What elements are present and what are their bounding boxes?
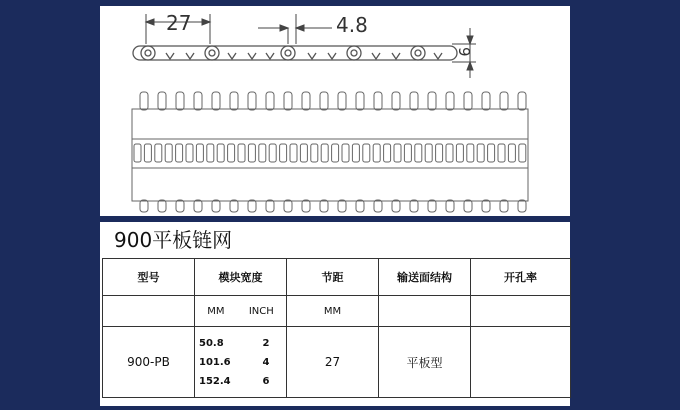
profile-tooth [434,53,442,59]
width-inch: 2 [262,337,270,349]
center-link [280,144,287,162]
center-link [436,144,443,162]
center-link [269,144,276,162]
bottom-finger [356,200,364,212]
top-finger [230,92,238,110]
profile-tooth [248,53,256,59]
top-finger [392,92,400,110]
center-link [217,144,224,162]
width-row [199,357,281,368]
top-finger [500,92,508,110]
profile-tooth [186,53,194,59]
bottom-finger [176,200,184,212]
hinge-inner [415,50,421,56]
center-link [519,144,526,162]
center-link [300,144,307,162]
center-link [228,144,235,162]
center-link [363,144,370,162]
pitch-label: 27 [166,11,192,35]
center-link [373,144,380,162]
bottom-finger [374,200,382,212]
bottom-finger [482,200,490,212]
bottom-finger [446,200,454,212]
gap-dimension [258,14,332,44]
top-finger [176,92,184,110]
center-link [332,144,339,162]
center-link [394,144,401,162]
pitch-value: 27 [287,327,379,398]
profile-tooth [372,53,380,59]
center-link [342,144,349,162]
center-link [196,144,203,162]
chain-top-view [132,92,528,212]
top-finger [302,92,310,110]
top-finger [482,92,490,110]
divider-band [100,216,570,222]
profile-tooth [392,53,400,59]
header-width: 模块宽度 [195,259,287,296]
top-finger [140,92,148,110]
center-link [321,144,328,162]
center-link [290,144,297,162]
bottom-finger [392,200,400,212]
thickness-label: 9 [455,47,473,57]
center-link [144,144,151,162]
units-width [195,296,287,327]
center-link [134,144,141,162]
chain-drawing [100,6,570,216]
bottom-finger [194,200,202,212]
center-link [155,144,162,162]
hinge-outer [411,46,425,60]
bottom-finger [338,200,346,212]
top-finger [428,92,436,110]
hinge-outer [347,46,361,60]
center-link [404,144,411,162]
top-finger [212,92,220,110]
bottom-finger [302,200,310,212]
units-open-empty [471,296,571,327]
profile-tooth [228,53,236,59]
top-finger [446,92,454,110]
header-model: 型号 [103,259,195,296]
hinge-inner [145,50,151,56]
center-link [238,144,245,162]
header-open-area: 开孔率 [471,259,571,296]
surface-value: 平板型 [379,327,471,398]
profile-tooth [308,53,316,59]
bottom-finger [320,200,328,212]
bottom-finger [464,200,472,212]
top-finger [320,92,328,110]
units-model-empty [103,296,195,327]
profile-tooth [328,53,336,59]
width-mm: 50.8 [199,337,224,349]
center-link [508,144,515,162]
center-link [425,144,432,162]
center-link [207,144,214,162]
top-finger [194,92,202,110]
chain-side-profile [133,46,457,60]
spec-sheet [100,6,570,406]
top-finger [518,92,526,110]
width-values [195,327,287,398]
hinge-outer [281,46,295,60]
bottom-finger [248,200,256,212]
units-surface-empty [379,296,471,327]
bottom-finger [230,200,238,212]
top-finger [158,92,166,110]
bottom-finger [158,200,166,212]
center-link [176,144,183,162]
hinge-outer [205,46,219,60]
hinge-inner [209,50,215,56]
header-surface: 输送面结构 [379,259,471,296]
width-inch: 4 [262,356,270,368]
center-link [384,144,391,162]
center-link [467,144,474,162]
center-link [498,144,505,162]
top-finger [410,92,418,110]
center-link [186,144,193,162]
bottom-finger [410,200,418,212]
table-units-row [103,296,571,327]
width-mm: 101.6 [199,356,231,368]
center-link [446,144,453,162]
unit-mm: MM [207,305,225,317]
center-link [259,144,266,162]
bottom-finger [212,200,220,212]
bottom-finger [284,200,292,212]
table-header-row [103,259,571,296]
center-link [488,144,495,162]
top-finger [374,92,382,110]
profile-tooth [266,53,274,59]
center-link [477,144,484,162]
top-finger [284,92,292,110]
profile-tooth [166,53,174,59]
center-link [352,144,359,162]
unit-inch: INCH [248,305,274,317]
top-finger [464,92,472,110]
top-finger [356,92,364,110]
center-link [415,144,422,162]
hinge-inner [285,50,291,56]
width-row [199,338,281,349]
width-mm: 152.4 [199,375,231,387]
width-row [199,376,281,387]
center-link [456,144,463,162]
header-pitch: 节距 [287,259,379,296]
center-link [165,144,172,162]
width-inch: 6 [262,375,270,387]
model-value: 900-PB [103,327,195,398]
bottom-finger [518,200,526,212]
top-finger [248,92,256,110]
product-title: 900平板链网 [114,228,233,252]
open-area-value [471,327,571,398]
hinge-outer [141,46,155,60]
bottom-finger [266,200,274,212]
table-row [103,327,571,398]
hinge-inner [351,50,357,56]
gap-label: 4.8 [336,13,368,37]
center-link [311,144,318,162]
unit-pitch: MM [287,296,379,327]
bottom-finger [500,200,508,212]
bottom-finger [140,200,148,212]
top-finger [338,92,346,110]
top-finger [266,92,274,110]
bottom-finger [428,200,436,212]
center-link [248,144,255,162]
spec-table [102,258,571,398]
belt-body [132,109,528,201]
